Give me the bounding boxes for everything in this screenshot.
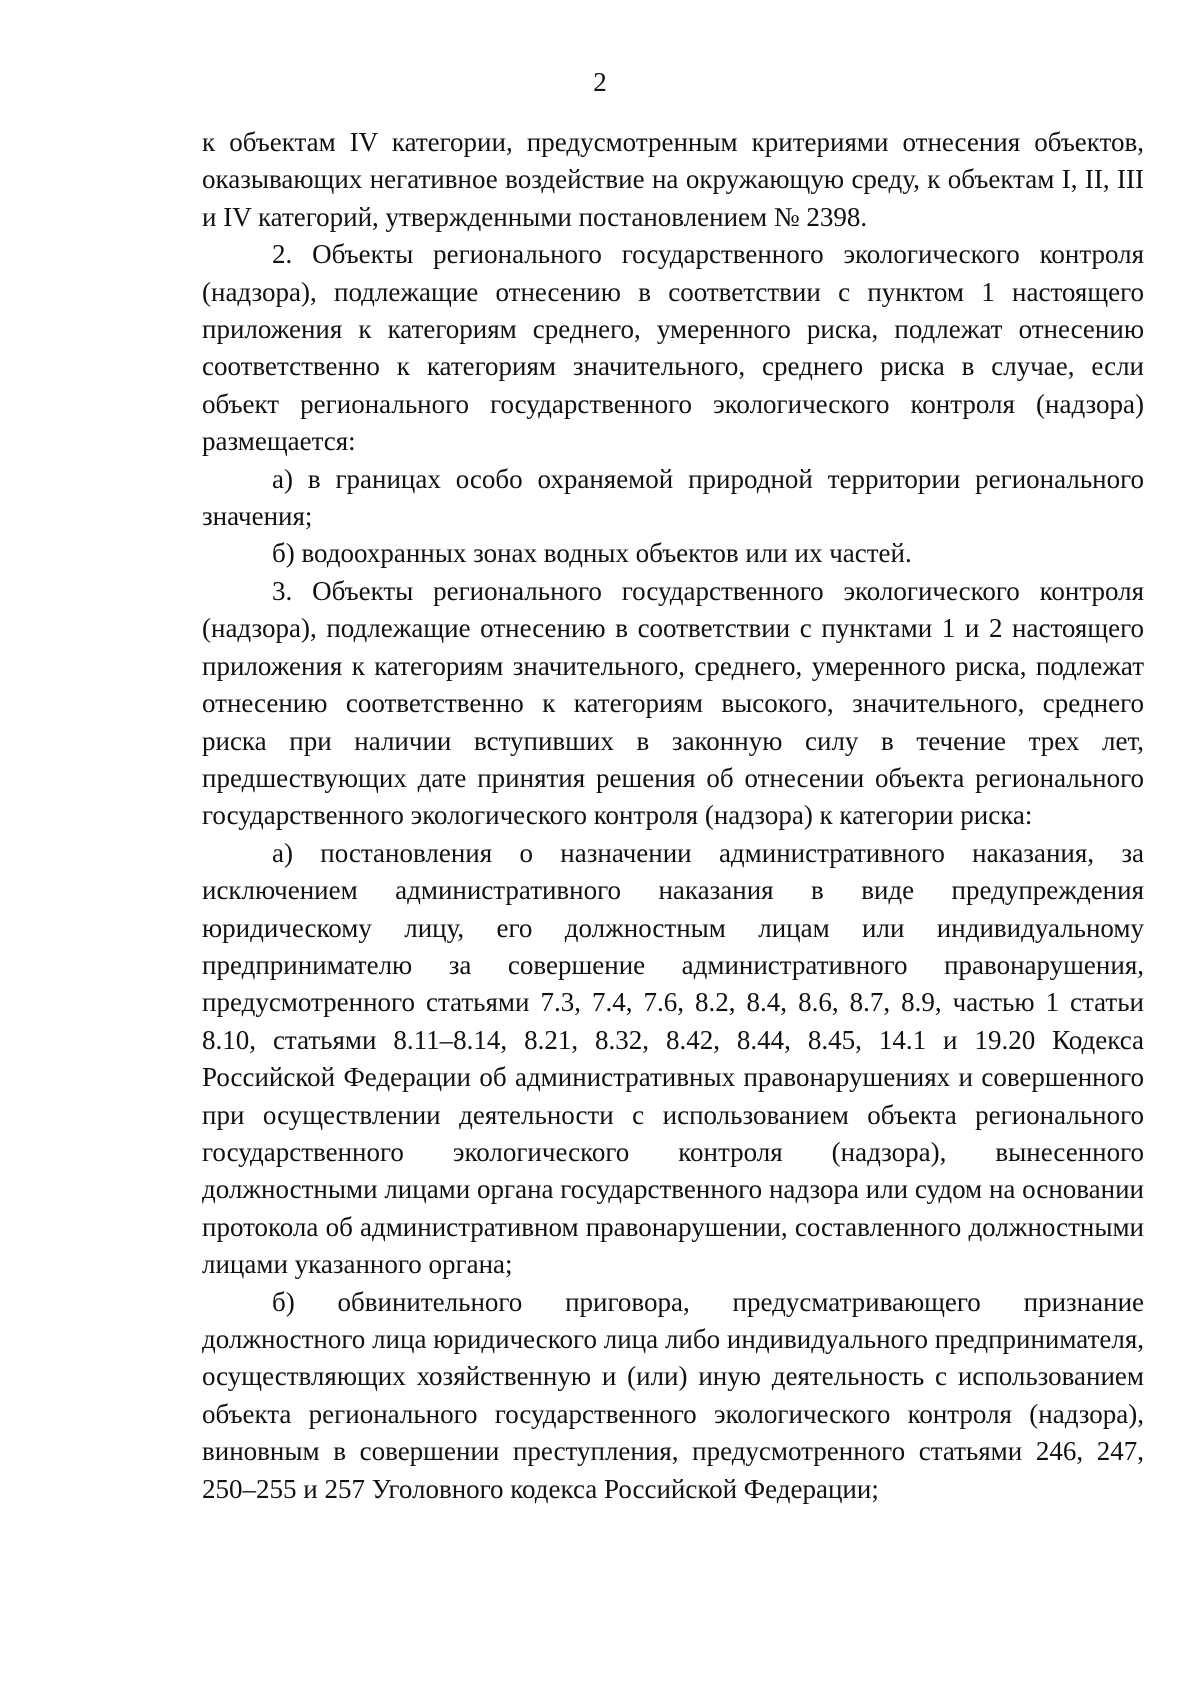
paragraph-item-2: 2. Объекты регионального государственного экологического контроля (надзора), подлежащие отнесению в соответствии с пунктом 1 настоящего приложения к категориям среднего, умеренного риска, подлежат отнесению соответственно к категориям значительного, среднего риска в случае, если объект регионального государственного экологического контроля (надзора) размещается: (202, 239, 1144, 457)
paragraph-item-2b: б) водоохранных зонах водных объектов или их частей. (272, 538, 912, 569)
paragraph-item-3: 3. Объекты регионального государственного экологического контроля (надзора), подлежащие отнесению в соответствии с пунктами 1 и 2 настоящего приложения к категориям значительного, среднего, умеренного риска, подлежат отнесению соответственно к категориям высокого, значительного, среднего риска при наличии вступивших в законную силу в течение трех лет, предшествующих дате принятия решения об отнесении объекта регионального государственного экологического контроля (надзора) к категории риска: (202, 575, 1144, 831)
paragraph-item-3b: б) обвинительного приговора, предусматривающего признание должностного лица юридического лица либо индивидуального предпринимателя, осуществляющих хозяйственную и (или) иную деятельность с использованием объекта регионального государственного экологического контроля (надзора), виновным в совершении преступления, предусмотренного статьями 246, 247, 250–255 и 257 Уголовного кодекса Российской Федерации; (202, 1286, 1144, 1504)
paragraph-continuation: к объектам IV категории, предусмотренным критериями отнесения объектов, оказывающих негативное воздействие на окружающую среду, к объектам I, II, III и IV категорий, утвержденными постановлением № 2398. (202, 127, 1144, 232)
paragraph-item-3a: а) постановления о назначении административного наказания, за исключением административного наказания в виде предупреждения юридическому лицу, его должностным лицам или индивидуальному предпринимателю за совершение административного правонарушения, предусмотренного статьями 7.3, 7.4, 7.6, 8.2, 8.4, 8.6, 8.7, 8.9, частью 1 статьи 8.10, статьями 8.11–8.14, 8.21, 8.32, 8.42, 8.44, 8.45, 14.1 и 19.20 Кодекса Российской Федерации об административных правонарушениях и совершенного при осуществлении деятельности с использованием объекта регионального государственного экологического контроля (надзора), вынесенного должностными лицами органа государственного надзора или судом на основании протокола об административном правонарушении, составленного должностными лицами указанного органа; (202, 837, 1144, 1280)
page-number: 2 (593, 67, 607, 97)
paragraph-item-2a: а) в границах особо охраняемой природной территории регионального значения; (202, 463, 1144, 532)
document-body (202, 124, 1144, 1508)
